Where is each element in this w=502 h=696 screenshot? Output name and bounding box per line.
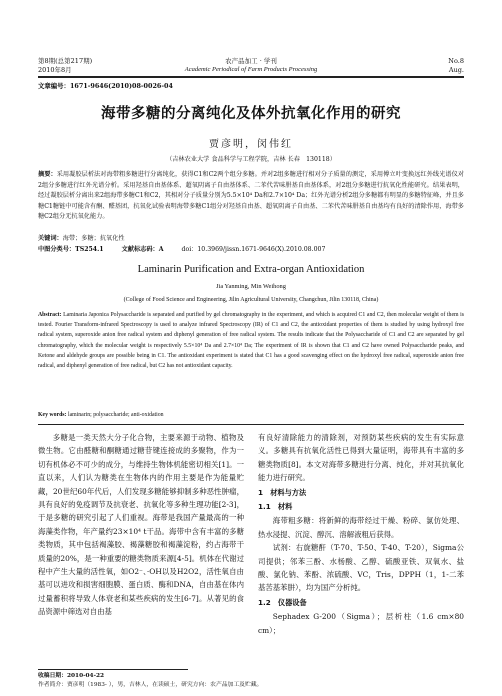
header-rule bbox=[38, 76, 464, 78]
header-journal-en: Academic Periodical of Farm Products Processing bbox=[184, 66, 318, 73]
author-bio: 作者简介：贾彦明（1983- ），男，吉林人，在读硕士，研究方向：农产品加工及贮藏。 bbox=[38, 682, 263, 688]
affiliation-en: (College of Food Science and Engineering, Jilin Agricultural University, Changchun, Jilin 130118, China) bbox=[123, 297, 379, 303]
header-month: Aug. bbox=[448, 66, 464, 74]
keywords-cn bbox=[38, 234, 464, 245]
abstract-en-text: Laminaria Japonica Polysaccharide is separated and purified by gel chromatography in the experiment, and which is acquired C1 and C2, then molecular weight of them is tested. Fourier Transform-infrared Spectroscopy is used to analyze infrared Spectroscopy (IR) of C1 and C2, the antioxidant properties of them is studied by using hydroxyl free radical system, superoxide anion free radical system and diphenyl generation of free radical system. The results indicate that the Polysaccharide of C1 and C2 are separated by gel chromatography, which the molecular weight is respectively 5.5×10⁴ Da and 2.7×10⁴ Da; The experiment of IR is shown that C1 and C2 have owned Polysaccharide peaks, and Ketone and aldehyde groups are possible being in C1. The antioxidant experiment is stated that C1 has a good scavenging effect on the hydroxyl free radical, superoxide anion free radical, and diphenyl generation of free radical, but C2 has not antioxidant capacity. bbox=[38, 312, 464, 370]
doi: doi：10.3969/jissn.1671-9646(X).2010.08.007 bbox=[181, 246, 326, 253]
document-code: 文献标志码：A bbox=[121, 246, 164, 253]
body-paragraph-continued: 有良好清除能力的清除剂，对预防某些疾病的发生有实际意义。多糖具有抗氧化活性已得到大量证明，海带具有丰富的多糖类物质[8]。本文对海带多糖进行分离、纯化，并对其抗氧化能力进行研究。 bbox=[258, 433, 464, 483]
abstract-en bbox=[38, 310, 464, 371]
abstract-cn-text: 采用凝胶层析法对海带粗多糖进行分离纯化，获得C1和C2两个组分多糖。并对2组多糖进行相对分子质量的测定，采用傅立叶变换远红外线光谱仪对2组分多糖进行红外光谱分析。采用羟基自由基体系、超氧阴离子自由基体系、二苯代苦味肼基自由基体系，对2组分多糖进行抗氧化性能研究。结果表明，经过凝胶层析分离出来2组海带多糖C1和C2，其相对分子质量分别为5.5×10⁴ Da和2.7×10⁴ Da；红外光谱分析2组分多糖都有明显的多糖特征峰，并且多糖C1糖链中可能含有酮、醛基团，抗氧化试验表明海带多糖C1组分对羟基自由基、超氧阴离子自由基、二苯代苦味肼基自由基均有良好的清除作用，海带多糖C2组分无抗氧化能力。 bbox=[38, 171, 465, 221]
header-issue: 第8期(总第217期) bbox=[38, 57, 93, 65]
reagents-paragraph: 试剂：右旋糖酐（T-70、T-50、T-40、T-20），Sigma公司提供；邻苯三酚、水杨酸、乙醇、硫酸亚铁、双氧水、盐酸、氯化钠、苯酚、浓硫酸、VC，Tris，DPPH（1，1-二苯基苦基苯肼），均为国产分析纯。 bbox=[258, 543, 464, 593]
keywords-cn-label: 关键词： bbox=[38, 235, 63, 242]
received-date: 收稿日期：2010-04-22 bbox=[38, 673, 105, 679]
keywords-cn-text: 海带；多糖；抗氧化性 bbox=[62, 235, 125, 242]
article-title-cn: 海带多糖的分离纯化及体外抗氧化作用的研究 bbox=[101, 105, 401, 122]
header-journal-cn: 农产品加工 · 学刊 bbox=[225, 57, 277, 65]
footnote-rule bbox=[38, 669, 188, 670]
abstract-cn-label: 摘要： bbox=[38, 171, 57, 178]
materials-paragraph: 海带粗多糖：将新鲜的海带经过干燥、粉碎、氯仿处理、热水浸提、沉淀、醇沉、溶解液粗后获得。 bbox=[258, 516, 464, 539]
clc-number: 中图分类号：TS254.1 bbox=[38, 246, 104, 253]
abstract-rule bbox=[38, 424, 464, 425]
keywords-en-text: laminarin; polysaccharide; anti-oxidation bbox=[67, 412, 164, 418]
body-column-left bbox=[38, 431, 244, 619]
header-date: 2010年8月 bbox=[38, 66, 72, 74]
section-heading-1-1: 1.1 材料 bbox=[258, 502, 293, 512]
equipment-paragraph: Sephadex G-200（Sigma）；层析柱（1.6 cm×80 cm）； bbox=[258, 612, 464, 635]
keywords-en bbox=[38, 410, 464, 420]
section-heading-1-2: 1.2 仪器设备 bbox=[258, 597, 307, 607]
section-heading-1: 1 材料与方法 bbox=[258, 487, 307, 497]
footnote bbox=[38, 672, 464, 690]
keywords-en-label: Key words: bbox=[38, 412, 67, 418]
article-title-en: Laminarin Purification and Extra-organ Antioxidation bbox=[137, 264, 365, 275]
authors-en: Jia Yanming, Min Weihong bbox=[216, 283, 286, 290]
affiliation-cn: （吉林农业大学 食品科学与工程学院，吉林 长春 130118） bbox=[166, 156, 336, 163]
body-column-right bbox=[258, 431, 464, 637]
body-paragraph: 多糖是一类天然大分子化合物，主要来源于动物、植物及微生物。它由醛糖和酮糖通过糖苷键连接成的多聚物，作为一切有机体必不可少的成分，与维持生物体机能密切相关[1]。一直以来，人们认为糖类在生物体内的作用主要是作为能量贮藏，20世纪60年代后，人们发现多糖能够抑制多种恶性肿瘤，具有良好的免疫调节及抗衰老、抗氧化等多种生理功能[2-3]，于是多糖的研究引起了人们重视。海带是我国产量最高的一种海藻类作物，年产量约23×10⁴ t干品。海带中含有丰富的多糖类物质，其中包括褐藻胶、褐藻糖胶和褐藻淀粉，约占海带干质量的20%，是一种重要的糖类物质来源[4-5]。机体在代谢过程中产生大量的活性氧，如O2⁻、·OH以及H2O2，活性氧自由基可以进攻和损害细胞膜、蛋白质、酶和DNA，自由基在体内过量蓄积将导致人体衰老和某些疾病的发生[6-7]。从著见的食品资源中筛选对自由基 bbox=[38, 433, 244, 617]
abstract-en-label: Abstract: bbox=[38, 312, 62, 318]
authors-cn: 贾彦明，闵伟红 bbox=[209, 139, 293, 150]
classification-cn bbox=[38, 245, 464, 256]
abstract-cn bbox=[38, 170, 464, 223]
header-number: No.8 bbox=[448, 57, 464, 65]
article-number: 文章编号：1671-9646(2010)08-0026-04 bbox=[38, 82, 173, 90]
